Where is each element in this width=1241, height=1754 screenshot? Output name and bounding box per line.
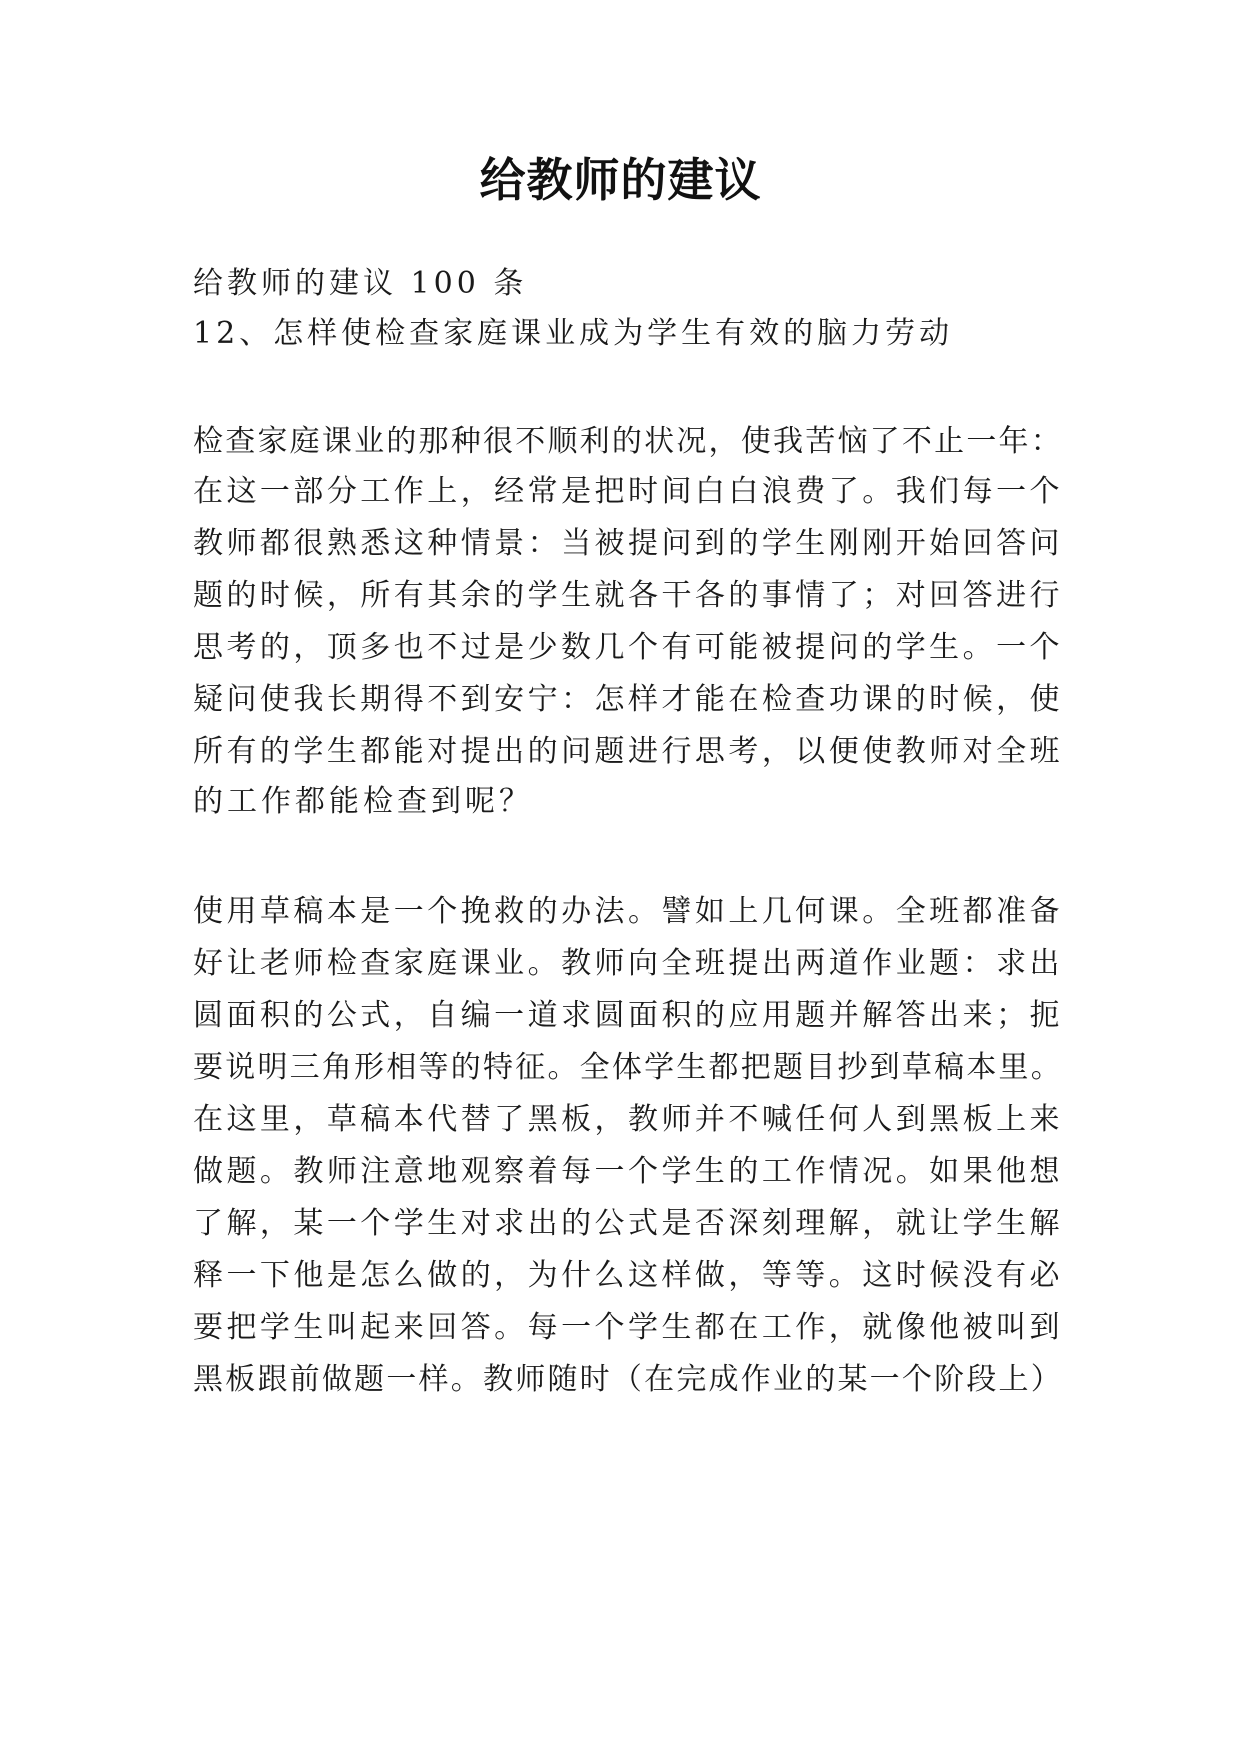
paragraph-line: 做题。教师注意地观察着每一个学生的工作情况。如果他想 xyxy=(193,1154,1063,1189)
paragraph-line: 圆面积的公式，自编一道求圆面积的应用题并解答出来；扼 xyxy=(193,998,1063,1033)
paragraph-line: 了解，某一个学生对求出的公式是否深刻理解，就让学生解 xyxy=(193,1206,1063,1241)
paragraph-line: 教师都很熟悉这种情景：当被提问到的学生刚刚开始回答问 xyxy=(193,526,1063,561)
document-subtitle: 给教师的建议 100 条 xyxy=(193,266,528,301)
paragraph-line: 在这一部分工作上，经常是把时间白白浪费了。我们每一个 xyxy=(193,474,1063,509)
paragraph-line: 检查家庭课业的那种很不顺利的状况，使我苦恼了不止一年： xyxy=(193,424,1063,459)
paragraph-line: 释一下他是怎么做的，为什么这样做，等等。这时候没有必 xyxy=(193,1258,1063,1293)
paragraph-line: 要说明三角形相等的特征。全体学生都把题目抄到草稿本里。 xyxy=(193,1050,1063,1085)
paragraph-line: 疑问使我长期得不到安宁：怎样才能在检查功课的时候，使 xyxy=(193,682,1063,717)
paragraph-line: 所有的学生都能对提出的问题进行思考，以便使教师对全班 xyxy=(193,734,1063,769)
paragraph-line: 使用草稿本是一个挽救的办法。譬如上几何课。全班都准备 xyxy=(193,894,1063,929)
paragraph-line: 要把学生叫起来回答。每一个学生都在工作，就像他被叫到 xyxy=(193,1310,1063,1345)
paragraph-line: 题的时候，所有其余的学生就各干各的事情了；对回答进行 xyxy=(193,578,1063,613)
paragraph-line: 在这里，草稿本代替了黑板，教师并不喊任何人到黑板上来 xyxy=(193,1102,1063,1137)
paragraph-line: 黑板跟前做题一样。教师随时（在完成作业的某一个阶段上） xyxy=(193,1362,1063,1397)
document-title: 给教师的建议 xyxy=(479,153,762,207)
paragraph-line: 的工作都能检查到呢？ xyxy=(193,784,533,819)
section-heading: 12、怎样使检查家庭课业成为学生有效的脑力劳动 xyxy=(193,316,954,351)
paragraph-line: 思考的，顶多也不过是少数几个有可能被提问的学生。一个 xyxy=(193,630,1063,665)
paragraph-line: 好让老师检查家庭课业。教师向全班提出两道作业题：求出 xyxy=(193,946,1063,981)
